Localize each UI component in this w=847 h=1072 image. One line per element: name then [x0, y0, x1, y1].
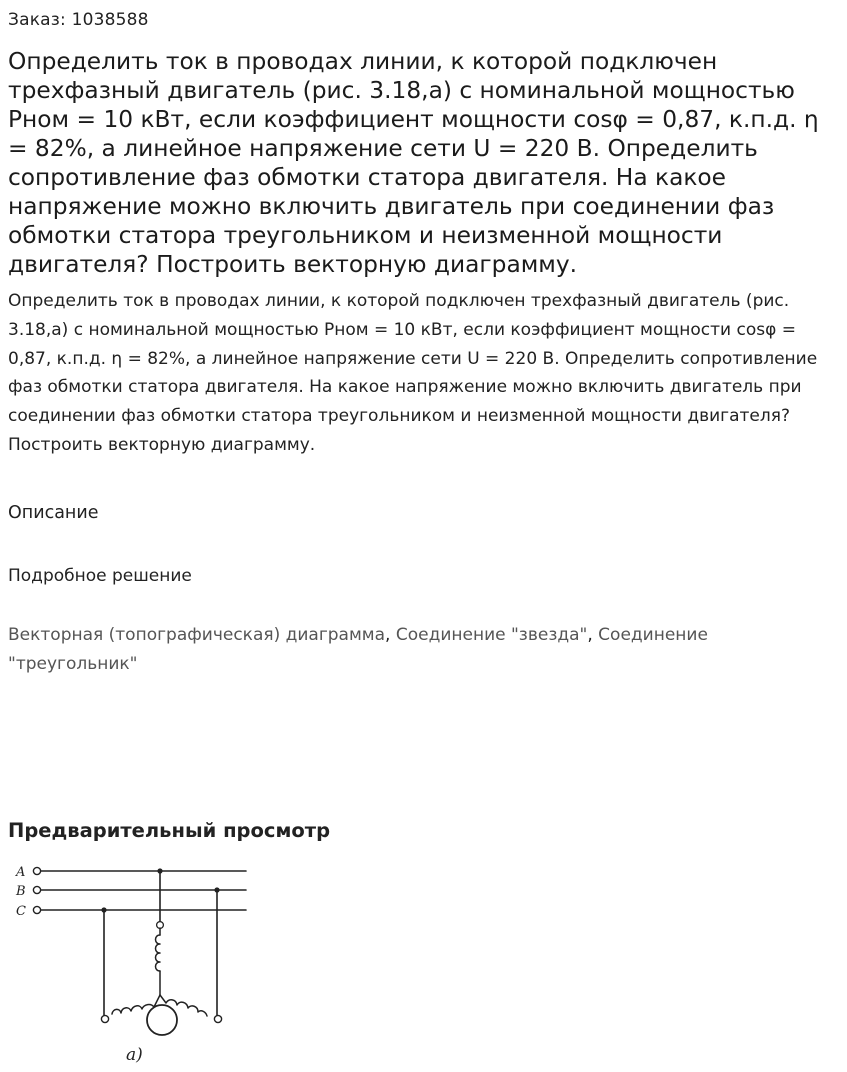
- tag-link-delta-connection[interactable]: Соединение "треугольник": [8, 625, 708, 674]
- tag-separator: ,: [587, 625, 599, 645]
- task-description-text: Определить ток в проводах линии, к которой подключен трехфазный двигатель (рис. 3.18,а) с номинальной мощностью Рном = 10 кВт, если коэффициент мощности cosφ = 0,87, к.п.д. η = 82%, а линейное напряжение сети U = 220 В. Определить сопротивление фаз обмотки статора двигателя. На какое напряжение можно включить двигатель при соединении фаз обмотки статора треугольником и неизменной мощности двигателя? Построить векторную диаграмму.: [8, 291, 818, 455]
- order-number: Заказ: 1038588: [8, 10, 149, 30]
- tag-list: [8, 621, 768, 679]
- description-label: Описание: [8, 503, 99, 523]
- winding-a-coil: [156, 935, 161, 971]
- tag-link-vector-diagram[interactable]: Векторная (топографическая) диаграмма: [8, 625, 386, 645]
- task-title: Определить ток в проводах линии, к которой подключен трехфазный двигатель (рис. 3.18,а) с номинальной мощностью Рном = 10 кВт, если коэффициент мощности cosφ = 0,87, к.п.д. η = 82%, а линейное напряжение сети U = 220 В. Определить сопротивление фаз обмотки статора двигателя. На какое напряжение можно включить двигатель при соединении фаз обмотки статора треугольником и неизменной мощности двигателя? Построить векторную диаграмму.: [8, 48, 819, 278]
- terminal-c: [33, 906, 40, 913]
- tag-link-star-connection[interactable]: Соединение "звезда": [395, 625, 588, 645]
- preview-heading: Предварительный просмотр: [8, 819, 331, 842]
- phase-label-a: A: [16, 865, 26, 880]
- terminal-b: [33, 886, 40, 893]
- motor-circuit-diagram: [8, 855, 258, 1070]
- rotor-circle: [147, 1005, 177, 1035]
- figure-caption: а): [126, 1045, 143, 1065]
- tag-separator: ,: [385, 625, 396, 645]
- phase-label-c: C: [16, 904, 26, 919]
- phase-label-b: B: [16, 884, 26, 899]
- terminal-a: [33, 867, 40, 874]
- solution-label: Подробное решение: [8, 566, 192, 586]
